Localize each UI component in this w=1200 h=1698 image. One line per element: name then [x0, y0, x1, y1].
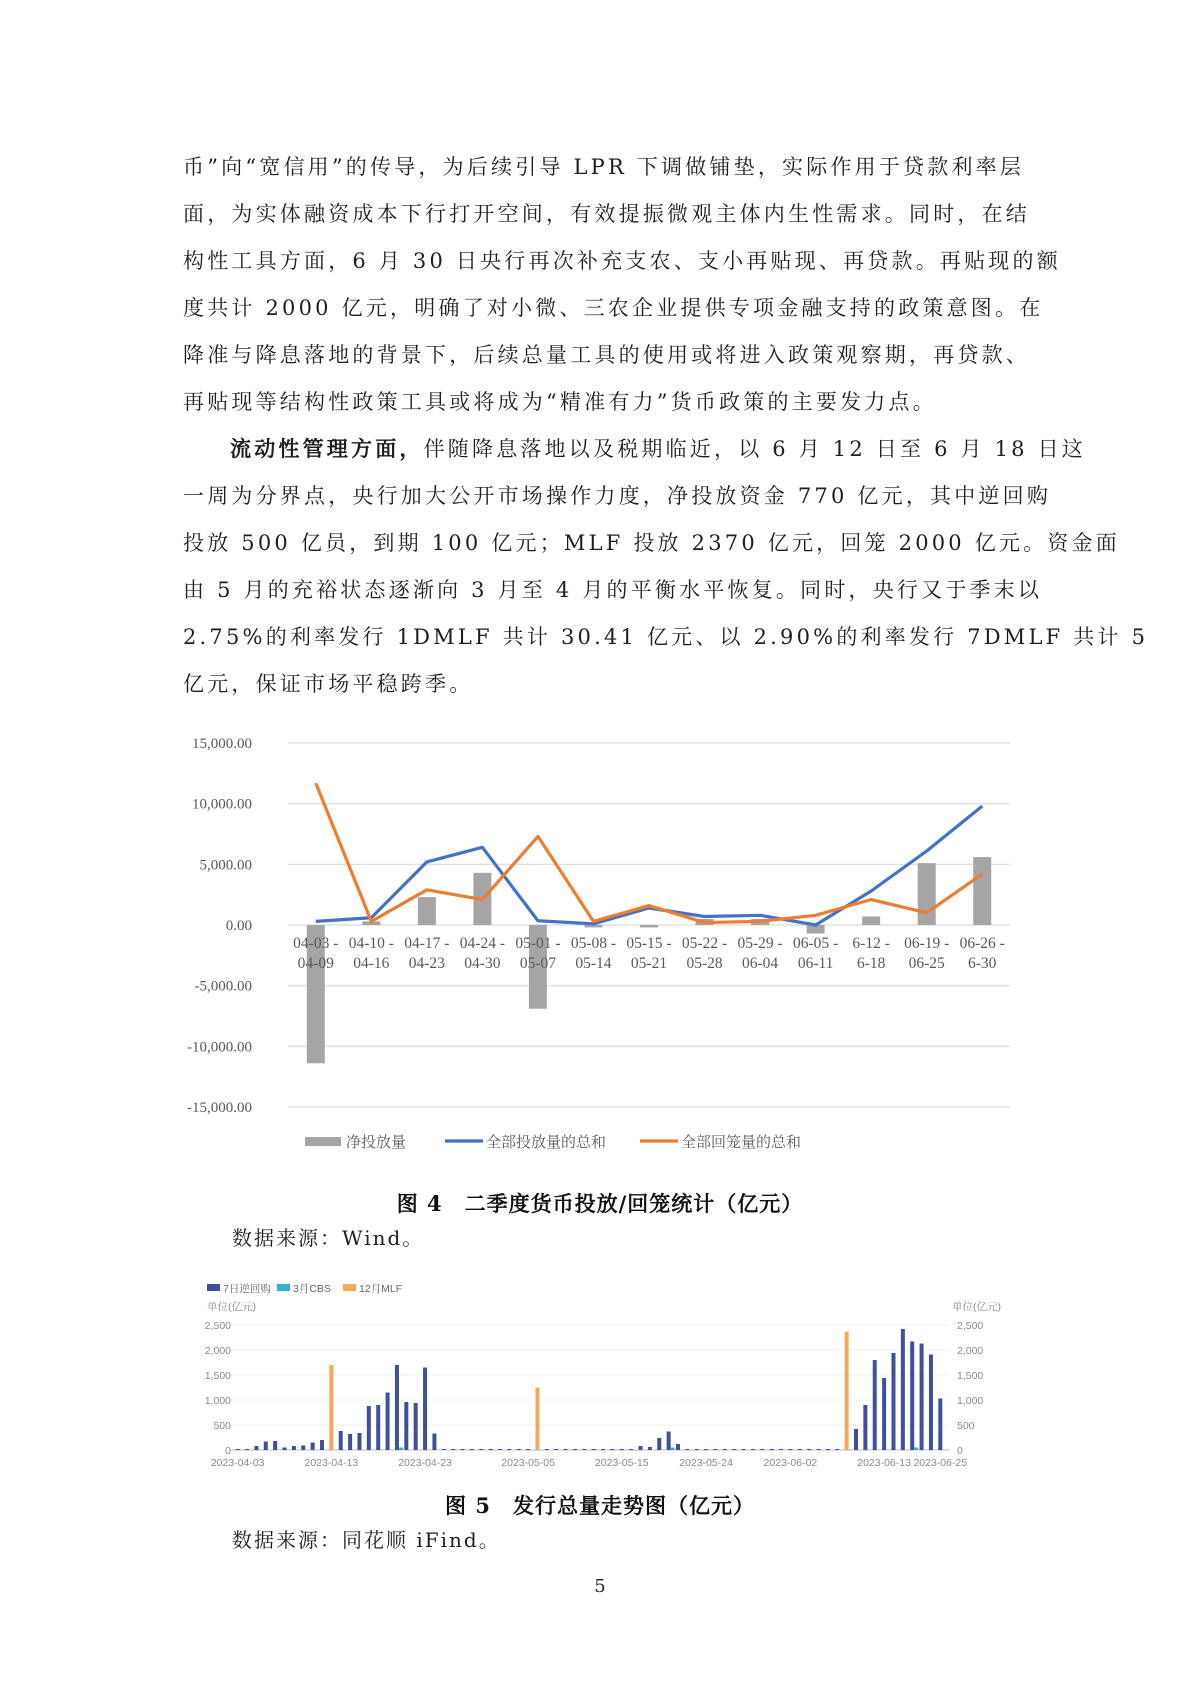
reverse-repo-bar: [254, 1446, 258, 1450]
x-tick-label: 05-07: [519, 955, 557, 972]
x-tick-label: 05-08 -: [570, 935, 617, 952]
y-tick-label-left: 1,500: [204, 1370, 231, 1382]
mlf-bar: [535, 1388, 539, 1451]
reverse-repo-bar: [751, 1449, 755, 1450]
figure-4-caption: 图 4 二季度货币投放/回笼统计（亿元）: [396, 1191, 804, 1216]
legend-swatch: [277, 1284, 290, 1291]
reverse-repo-bar: [423, 1368, 427, 1451]
chart-background: [185, 1262, 1045, 1490]
reverse-repo-bar: [414, 1403, 418, 1450]
x-tick-label: 05-15 -: [626, 935, 672, 952]
reverse-repo-bar: [479, 1449, 483, 1450]
x-tick-label: 2023-06-02: [763, 1457, 818, 1469]
reverse-repo-bar: [283, 1448, 287, 1451]
x-tick-label: 6-18: [856, 955, 886, 972]
reverse-repo-bar: [648, 1447, 652, 1450]
reverse-repo-bar: [620, 1449, 624, 1450]
reverse-repo-bar: [526, 1449, 530, 1450]
text-line: 2.75%的利率发行 1DMLF 共计 30.41 亿元、以 2.90%的利率发行 7DMLF 共计 5: [183, 625, 1149, 649]
x-tick-label: 2023-05-24: [679, 1457, 733, 1469]
reverse-repo-bar: [826, 1449, 830, 1450]
legend-swatch: [305, 1137, 341, 1146]
reverse-repo-bar: [817, 1449, 821, 1450]
reverse-repo-bar: [311, 1443, 315, 1451]
figure-5-source: 数据来源：同花顺 iFind。: [232, 1528, 501, 1552]
y-tick-label-right: 1,000: [957, 1395, 984, 1407]
text-line: 再贴现等结构性政策工具或将成为“精准有力”货币政策的主要发力点。: [183, 390, 937, 414]
figure-5-caption: 图 5 发行总量走势图（亿元）: [445, 1493, 755, 1518]
reverse-repo-bar: [882, 1378, 886, 1450]
figure-4-source: 数据来源：Wind。: [232, 1226, 425, 1250]
reverse-repo-bar: [788, 1449, 792, 1450]
reverse-repo-bar: [301, 1446, 305, 1451]
reverse-repo-bar: [901, 1329, 905, 1450]
text-line: 投放 500 亿员，到期 100 亿元；MLF 投放 2370 亿元，回笼 2000 亿元。资金面: [183, 531, 1120, 555]
reverse-repo-bar: [742, 1449, 746, 1450]
legend-label: 7日逆回购: [223, 1283, 271, 1295]
reverse-repo-bar: [629, 1449, 633, 1450]
x-tick-label: 2023-06-25: [913, 1457, 968, 1469]
reverse-repo-bar: [592, 1449, 596, 1450]
text-line: 一周为分界点，央行加大公开市场操作力度，净投放资金 770 亿元，其中逆回购: [183, 484, 1052, 508]
legend-label: 12月MLF: [359, 1283, 403, 1295]
reverse-repo-bar: [910, 1342, 914, 1451]
y-tick-label-right: 500: [957, 1420, 975, 1432]
x-tick-label: 2023-05-05: [501, 1457, 555, 1469]
reverse-repo-bar: [854, 1429, 858, 1450]
x-tick-label: 04-23: [408, 955, 445, 972]
reverse-repo-bar: [695, 1449, 699, 1450]
reverse-repo-bar: [395, 1365, 399, 1450]
reverse-repo-bar: [807, 1449, 811, 1450]
reverse-repo-bar: [489, 1449, 493, 1450]
y-tick-label-left: 0: [225, 1445, 231, 1457]
reverse-repo-bar: [545, 1449, 549, 1450]
text-line: 面，为实体融资成本下行打开空间，有效提振微观主体内生性需求。同时，在结: [183, 202, 1030, 226]
text-line: 亿元，保证市场平稳跨季。: [183, 672, 474, 696]
y-tick-label: -5,000.00: [194, 978, 252, 995]
x-tick-label: 04-24 -: [459, 935, 505, 952]
y-tick-label: -10,000.00: [187, 1039, 252, 1056]
x-tick-label: 05-28: [686, 955, 723, 972]
x-tick-label: 05-21: [630, 955, 668, 972]
reverse-repo-bar: [582, 1449, 586, 1450]
text-line: 由 5 月的充裕状态逐渐向 3 月至 4 月的平衡水平恢复。同时，央行又于季末以: [183, 578, 1043, 602]
reverse-repo-bar: [507, 1449, 511, 1450]
x-tick-label: 2023-04-03: [210, 1457, 265, 1469]
x-tick-label: 05-14: [575, 955, 612, 972]
y-tick-label: 5,000.00: [199, 857, 252, 874]
text-line: 构性工具方面，6 月 30 日央行再次补充支农、支小再贴现、再贷款。再贴现的额: [183, 249, 1061, 273]
reverse-repo-bar: [938, 1399, 942, 1451]
reverse-repo-bar: [835, 1449, 839, 1450]
x-tick-label: 06-25: [908, 955, 945, 972]
reverse-repo-bar: [929, 1355, 933, 1451]
figure-5-chart: [185, 1262, 1045, 1490]
x-tick-label: 06-05 -: [793, 935, 839, 952]
y-tick-label-right: 2,000: [957, 1345, 984, 1357]
x-tick-label: 2023-05-15: [594, 1457, 649, 1469]
paragraph-heading: 流动性管理方面，: [230, 436, 424, 461]
x-tick-label: 2023-04-23: [398, 1457, 452, 1469]
y-tick-label-left: 500: [213, 1420, 231, 1432]
legend-label: 3月CBS: [293, 1283, 331, 1295]
net-bar: [418, 897, 436, 925]
figure-4-chart: [170, 725, 1030, 1175]
y-tick-label-right: 2,500: [957, 1320, 984, 1332]
legend-label: 净投放量: [346, 1135, 407, 1151]
cbs-bar: [914, 1448, 918, 1451]
reverse-repo-bar: [451, 1449, 455, 1450]
x-tick-label: 06-19 -: [904, 935, 950, 952]
reverse-repo-bar: [704, 1449, 708, 1450]
reverse-repo-bar: [292, 1446, 296, 1450]
legend-label: 全部回笼量的总和: [681, 1135, 802, 1151]
cbs-bar: [399, 1448, 403, 1451]
reverse-repo-bar: [639, 1446, 643, 1450]
reverse-repo-bar: [273, 1441, 277, 1450]
reverse-repo-bar: [667, 1432, 671, 1451]
reverse-repo-bar: [320, 1440, 324, 1450]
x-tick-label: 6-30: [968, 955, 997, 972]
y-tick-label: -15,000.00: [187, 1100, 252, 1116]
legend-label: 全部投放量的总和: [486, 1135, 607, 1151]
reverse-repo-bar: [348, 1434, 352, 1450]
reverse-repo-bar: [554, 1449, 558, 1450]
reverse-repo-bar: [760, 1449, 764, 1450]
cbs-bar: [671, 1448, 675, 1451]
y-tick-label: 0.00: [225, 918, 252, 934]
x-tick-label: 04-10 -: [348, 935, 394, 952]
mlf-bar: [845, 1332, 849, 1451]
x-tick-label: 04-03 -: [293, 935, 339, 952]
x-tick-label: 06-04: [741, 955, 779, 972]
net-bar: [862, 917, 880, 925]
reverse-repo-bar: [573, 1449, 577, 1450]
reverse-repo-bar: [564, 1449, 568, 1450]
reverse-repo-bar: [470, 1449, 474, 1450]
x-tick-label: 05-01 -: [515, 935, 561, 952]
x-tick-label: 06-26 -: [959, 935, 1005, 952]
reverse-repo-bar: [517, 1449, 521, 1450]
text-span: 伴随降息落地以及税期临近，以 6 月 12 日至 6 月 18 日这: [423, 437, 1086, 461]
reverse-repo-bar: [770, 1449, 774, 1450]
y-tick-label-left: 2,000: [204, 1345, 231, 1357]
reverse-repo-bar: [236, 1449, 240, 1450]
text-line: 降准与降息落地的背景下，后续总量工具的使用或将进入政策观察期，再贷款、: [183, 343, 1030, 367]
y-tick-label-right: 1,500: [957, 1370, 984, 1382]
reverse-repo-bar: [404, 1402, 408, 1450]
reverse-repo-bar: [798, 1449, 802, 1450]
reverse-repo-bar: [685, 1449, 689, 1450]
reverse-repo-bar: [339, 1431, 343, 1450]
x-tick-label: 05-22 -: [681, 935, 728, 952]
legend-swatch: [207, 1284, 220, 1291]
reverse-repo-bar: [713, 1449, 717, 1450]
reverse-repo-bar: [386, 1393, 390, 1451]
reverse-repo-bar: [920, 1344, 924, 1451]
reverse-repo-bar: [601, 1449, 605, 1450]
y-unit-left: 单位(亿元): [207, 1301, 256, 1313]
x-tick-label: 04-17 -: [404, 935, 450, 952]
reverse-repo-bar: [873, 1360, 877, 1450]
reverse-repo-bar: [357, 1433, 361, 1450]
y-tick-label: 10,000.00: [192, 796, 252, 813]
x-tick-label: 6-12 -: [852, 935, 890, 952]
text-line: [230, 434, 1086, 464]
reverse-repo-bar: [723, 1449, 727, 1450]
x-tick-label: 2023-06-13: [857, 1457, 911, 1469]
y-tick-label-left: 1,000: [204, 1395, 231, 1407]
reverse-repo-bar: [264, 1442, 268, 1451]
reverse-repo-bar: [442, 1449, 446, 1450]
reverse-repo-bar: [461, 1449, 465, 1450]
reverse-repo-bar: [432, 1434, 436, 1451]
reverse-repo-bar: [657, 1438, 661, 1450]
mlf-bar: [329, 1365, 333, 1450]
reverse-repo-bar: [891, 1353, 895, 1450]
net-bar: [918, 863, 936, 925]
text-line: 度共计 2000 亿元，明确了对小微、三农企业提供专项金融支持的政策意图。在: [183, 296, 1044, 320]
x-tick-label: 04-16: [353, 955, 390, 972]
net-bar: [973, 857, 991, 925]
reverse-repo-bar: [245, 1449, 249, 1450]
net-bar: [640, 925, 658, 927]
x-tick-label: 04-09: [297, 955, 334, 972]
reverse-repo-bar: [498, 1449, 502, 1450]
reverse-repo-bar: [863, 1405, 867, 1450]
page-number: 5: [594, 1576, 606, 1597]
x-tick-label: 05-29 -: [737, 935, 783, 952]
y-tick-label: 15,000.00: [192, 736, 252, 752]
x-tick-label: 06-11: [797, 955, 834, 972]
legend-swatch: [343, 1284, 356, 1291]
reverse-repo-bar: [610, 1449, 614, 1450]
reverse-repo-bar: [676, 1444, 680, 1450]
reverse-repo-bar: [732, 1449, 736, 1450]
text-line: 币”向“宽信用”的传导，为后续引导 LPR 下调做铺垫，实际作用于贷款利率层: [183, 155, 1025, 179]
reverse-repo-bar: [376, 1405, 380, 1450]
y-unit-right: 单位(亿元): [952, 1301, 1001, 1313]
y-tick-label-right: 0: [957, 1445, 963, 1457]
y-tick-label-left: 2,500: [204, 1320, 231, 1332]
reverse-repo-bar: [367, 1406, 371, 1450]
reverse-repo-bar: [779, 1449, 783, 1450]
x-tick-label: 2023-04-13: [304, 1457, 359, 1469]
x-tick-label: 04-30: [464, 955, 501, 972]
